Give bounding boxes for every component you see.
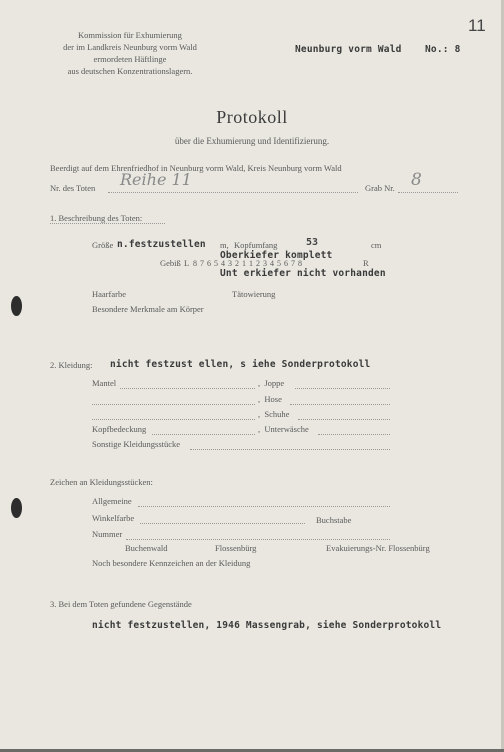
headwear-rule [152, 434, 255, 435]
underwear-rule [318, 434, 390, 435]
trousers-rule [290, 404, 390, 405]
clothing-headwear: Kopfbedeckung [92, 424, 147, 434]
blank-rule-2 [92, 419, 255, 420]
size-typed: n.festzustellen [117, 239, 206, 250]
teeth-typed-upper: Oberkiefer komplett [220, 250, 333, 261]
coat-rule [120, 388, 255, 389]
head-label: Kopfumfang [234, 240, 278, 250]
teeth-l: L [184, 258, 190, 268]
nr-label: Nr. des Toten [50, 183, 96, 193]
jacket-rule [295, 388, 390, 389]
teeth-label: Gebiß [160, 258, 181, 268]
section3-heading: 3. Bei dem Toten gefundene Gegenstände [50, 599, 192, 609]
tattoo-label: Tätowierung [232, 289, 276, 299]
grave-label: Grab Nr. [365, 183, 395, 193]
clothing-jacket: , Joppe [258, 378, 285, 388]
section1-underline [50, 223, 165, 224]
org-line-1: Kommission für Exhumierung [78, 30, 182, 40]
marks-flossenburg: Flossenbürg [215, 543, 257, 553]
size-label: Größe [92, 240, 114, 250]
clothing-underwear: , Unterwäsche [258, 424, 309, 434]
punch-hole-top [11, 296, 22, 316]
section1-heading: 1. Beschreibung des Toten: [50, 213, 143, 223]
section3-typed: nicht festzustellen, 1946 Massengrab, siehe Sonderprotokoll [92, 620, 442, 631]
angle-color-rule [140, 523, 305, 524]
clothing-other: Sonstige Kleidungsstücke [92, 439, 181, 449]
marks-heading: Zeichen an Kleidungsstücken: [50, 477, 153, 487]
marks-angle-color: Winkelfarbe [92, 513, 135, 523]
grave-rule [398, 192, 458, 193]
marks-buchenwald: Buchenwald [125, 543, 168, 553]
location-typed: Neunburg vorm Wald [295, 44, 402, 55]
nr-rule [108, 192, 358, 193]
marks-general: Allgemeine [92, 496, 132, 506]
org-line-2: der im Landkreis Neunburg vorm Wald [63, 42, 197, 52]
other-rule [190, 449, 390, 450]
general-rule [138, 506, 390, 507]
section2-typed: nicht festzust ellen, s iehe Sonderprotokoll [110, 359, 371, 370]
clothing-shoes: , Schuhe [258, 409, 290, 419]
size-unit: m, [220, 240, 229, 250]
clothing-trousers: , Hose [258, 394, 282, 404]
org-line-3: ermordeten Häftlinge [93, 54, 167, 64]
page-subtitle: über die Exhumierung und Identifizierung. [174, 136, 330, 146]
shoes-rule [298, 419, 390, 420]
marks-other: Noch besondere Kennzeichen an der Kleidung [92, 558, 251, 568]
nr-value: Reihe 11 [120, 170, 192, 189]
punch-hole-bottom [11, 498, 22, 518]
page-number: 11 [468, 16, 486, 35]
head-value: 53 [306, 237, 319, 248]
number-typed: No.: 8 [425, 44, 461, 55]
number-rule [126, 539, 390, 540]
marks-number: Nummer [92, 529, 123, 539]
blank-rule-1 [92, 404, 255, 405]
marks-label: Besondere Merkmale am Körper [92, 304, 204, 314]
marks-evac: Evakuierungs-Nr. Flossenbürg [326, 543, 430, 553]
marks-letter: Buchstabe [316, 515, 352, 525]
teeth-typed-lower: Unt erkiefer nicht vorhanden [220, 268, 386, 279]
org-line-4: aus deutschen Konzentrationslagern. [67, 66, 193, 76]
buried-line: Beerdigt auf dem Ehrenfriedhof in Neunburg vorm Wald, Kreis Neunburg vorm Wald [50, 163, 342, 173]
hair-label: Haarfarbe [92, 289, 126, 299]
teeth-r: R [363, 258, 369, 268]
head-unit: cm [371, 240, 382, 250]
teeth-numbers: 8 7 6 5 4 3 2 1 1 2 3 4 5 6 7 8 [193, 259, 303, 268]
section2-heading: 2. Kleidung: [50, 360, 93, 370]
page-title: Protokoll [216, 107, 288, 127]
clothing-coat: Mantel [92, 378, 117, 388]
grave-value: 8 [411, 170, 422, 190]
